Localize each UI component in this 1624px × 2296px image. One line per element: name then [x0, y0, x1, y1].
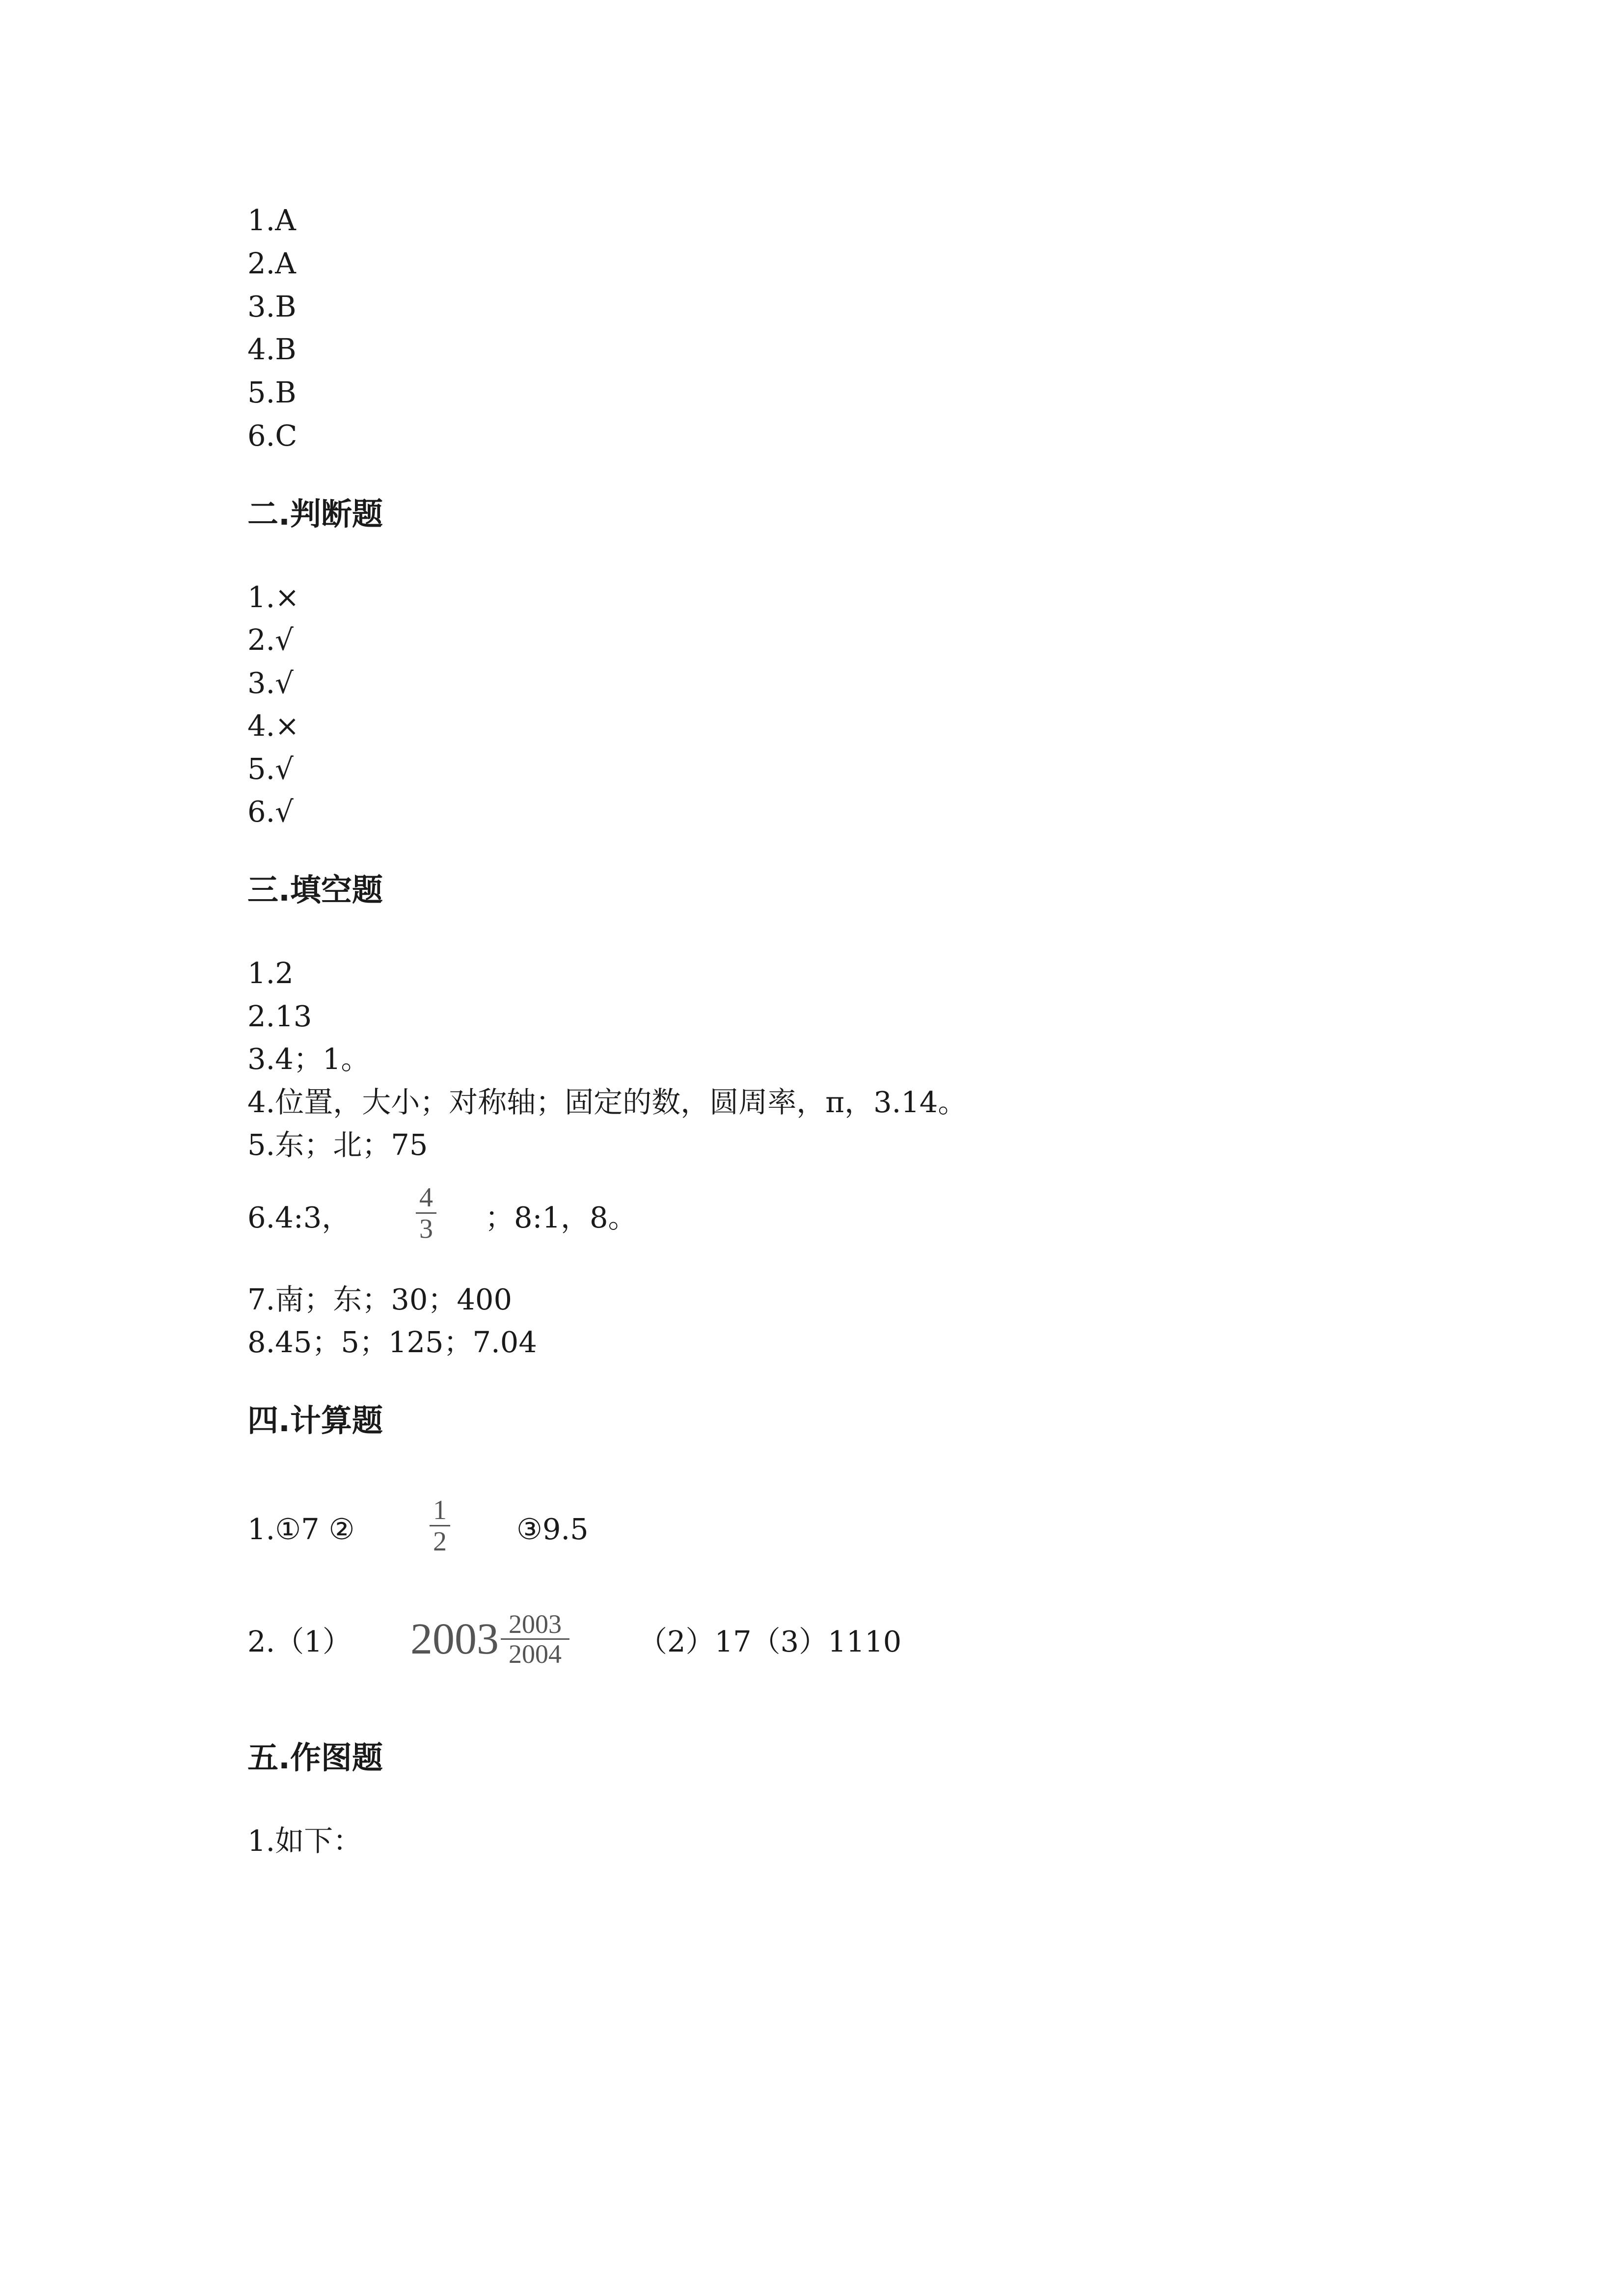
section-title-judge: 二.判断题 — [247, 496, 383, 532]
section-title-fill: 三.填空题 — [247, 872, 383, 908]
section-title-draw: 五.作图题 — [247, 1740, 383, 1776]
fill-answer-3: 3.4；1。 — [247, 1042, 370, 1076]
fill-answer-1: 1.2 — [247, 956, 294, 990]
fraction-numerator: 4 — [419, 1182, 433, 1213]
fraction-denominator: 2 — [433, 1526, 447, 1557]
fraction-numerator: 1 — [433, 1495, 447, 1525]
choice-answer-6: 6.C — [247, 419, 298, 453]
fill-answer-2: 2.13 — [247, 999, 312, 1033]
choice-answer-5: 5.B — [247, 375, 297, 409]
fill-answer-7: 7.南；东；30；400 — [247, 1282, 512, 1316]
judge-answer-2: 2.√ — [247, 623, 294, 657]
calc-answer-2-suffix: （2）17（3）1110 — [638, 1625, 902, 1658]
calc-answer-2-prefix: 2.（1） — [247, 1625, 352, 1658]
fraction-numerator: 2003 — [509, 1609, 562, 1639]
judge-answer-6: 6.√ — [247, 795, 294, 828]
mixed-number-fraction — [501, 1610, 569, 1668]
draw-answer-1: 1.如下： — [247, 1824, 362, 1858]
fraction-denominator: 2004 — [509, 1639, 562, 1669]
judge-answer-5: 5.√ — [247, 752, 294, 786]
fill-answer-4: 4.位置，大小；对称轴；固定的数，圆周率，π，3.14。 — [247, 1085, 967, 1119]
fill-answer-5: 5.东；北；75 — [247, 1128, 428, 1162]
calc-answer-2-mixed-number — [410, 1610, 569, 1668]
choice-answer-1: 1.A — [247, 203, 296, 237]
choice-answer-3: 3.B — [247, 290, 297, 323]
calc-answer-1-fraction — [425, 1495, 455, 1557]
fill-answer-8: 8.45；5；125；7.04 — [247, 1325, 537, 1359]
judge-answer-4: 4.× — [247, 709, 299, 743]
fraction-denominator: 3 — [419, 1214, 433, 1244]
fill-answer-6-fraction — [411, 1183, 441, 1244]
calc-answer-1-prefix: 1.①7 ② — [247, 1512, 355, 1546]
calc-answer-1-suffix: ③9.5 — [516, 1512, 589, 1546]
section-title-calc: 四.计算题 — [247, 1403, 383, 1439]
fill-answer-6-prefix: 6.4:3， — [247, 1201, 351, 1234]
fill-answer-6-suffix: ；8:1，8。 — [485, 1201, 637, 1234]
choice-answer-2: 2.A — [247, 246, 296, 280]
choice-answer-4: 4.B — [247, 332, 297, 366]
judge-answer-3: 3.√ — [247, 666, 294, 700]
judge-answer-1: 1.× — [247, 580, 299, 614]
mixed-number-whole: 2003 — [410, 1614, 499, 1663]
